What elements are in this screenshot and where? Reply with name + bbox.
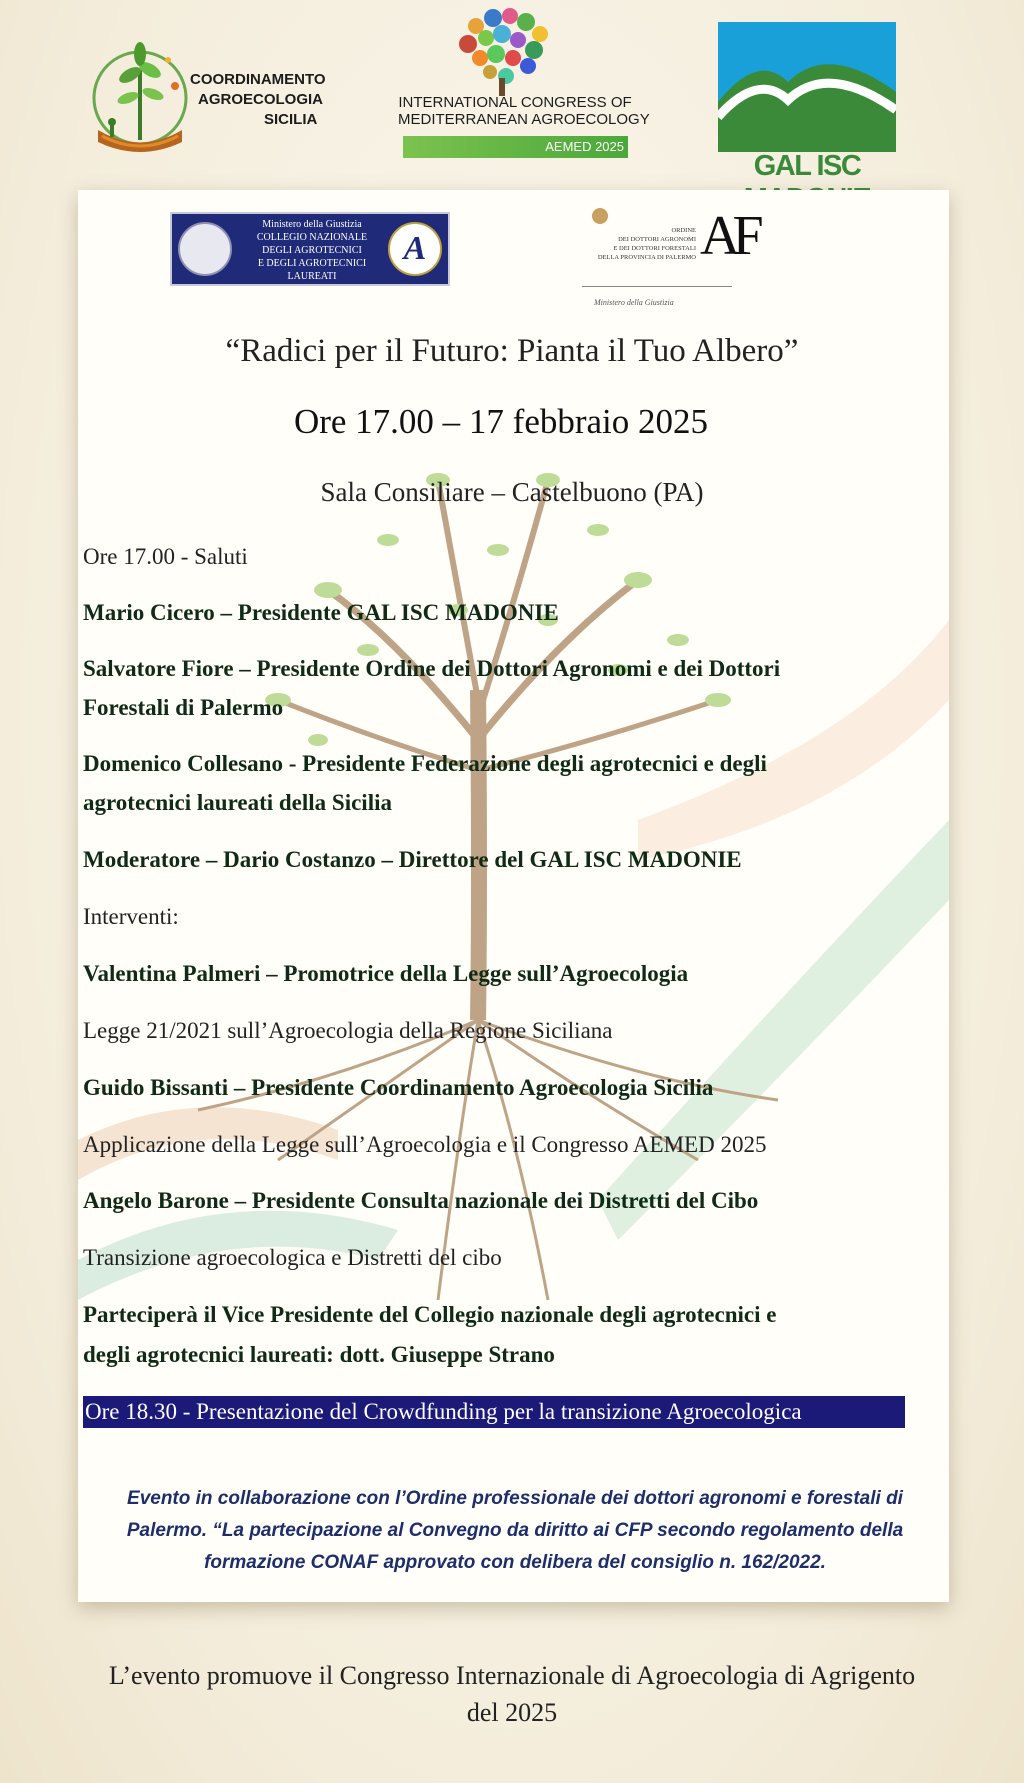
collegio-a-icon: A [388, 222, 442, 276]
footer-line1: L’evento promuove il Congresso Internazionale di Agroecologia di Agrigento [108, 1661, 916, 1690]
republic-star-icon [592, 208, 608, 224]
saluti-line: Ore 17.00 - Saluti [83, 544, 248, 569]
speaker-collesano-l1: Domenico Collesano - Presidente Federazione degli agrotecnici e degli [83, 751, 767, 776]
ordine-line2: DEI DOTTORI AGRONOMI [618, 236, 696, 243]
speaker-fiore-l2: Forestali di Palermo [83, 695, 284, 720]
colorful-tree-icon [398, 6, 632, 102]
ordine-line3: E DEI DOTTORI FORESTALI [613, 245, 696, 252]
congress-line2: MEDITERRANEAN AGROECOLOGY [398, 111, 650, 128]
interventi-heading: Interventi: [83, 904, 179, 929]
speaker-collesano-l2: agrotecnici laureati della Sicilia [83, 790, 392, 815]
ordine-subtitle: Ministero della Giustizia [594, 298, 674, 307]
vice-presidente-l2: degli agrotecnici laureati: dott. Giuseppe Strano [83, 1342, 555, 1367]
event-title: “Radici per il Futuro: Pianta il Tuo Albero” [225, 333, 799, 369]
coordinamento-logo [90, 30, 330, 160]
intervento-bissanti-topic: Applicazione della Legge sull’Agroecologia e il Congresso AEMED 2025 [83, 1132, 767, 1157]
collegio-line1: Ministero della Giustizia [262, 219, 362, 230]
ordine-agronomi-logo [578, 206, 758, 310]
collaboration-note [110, 1483, 920, 1579]
collegio-line4: E DEGLI AGROTECNICI LAUREATI [257, 258, 367, 282]
collegio-line3: DEGLI AGROTECNICI [262, 245, 362, 256]
collegio-line2: COLLEGIO NAZIONALE [256, 232, 368, 243]
congress-line1: INTERNATIONAL CONGRESS OF [398, 94, 632, 111]
intervento-palmeri: Valentina Palmeri – Promotrice della Legge sull’Agroecologia [83, 961, 689, 986]
republic-emblem-icon [178, 222, 232, 276]
event-date: Ore 17.00 – 17 febbraio 2025 [293, 402, 709, 441]
intervento-palmeri-topic: Legge 21/2021 sull’Agroecologia della Regione Siciliana [83, 1018, 613, 1043]
note-line1: Evento in collaborazione con l’Ordine professionale dei dottori agronomi e forestali di [127, 1488, 903, 1509]
gal-isc-madonie-logo [718, 22, 896, 186]
intervento-barone-topic: Transizione agroecologica e Distretti del cibo [83, 1245, 502, 1270]
agroecology-plant-icon [90, 30, 190, 160]
collegio-agrotecnici-logo [170, 212, 450, 286]
ordine-af-mark: AF [700, 205, 756, 267]
note-line3: formazione CONAF approvato con delibera del consiglio n. 162/2022. [204, 1552, 826, 1573]
congress-badge: AEMED 2025 [403, 136, 628, 158]
vice-presidente-l1: Parteciperà il Vice Presidente del Collegio nazionale degli agrotecnici e [83, 1302, 777, 1327]
crowdfunding-highlight: Ore 18.30 - Presentazione del Crowdfunding per la transizione Agroecologica [83, 1396, 905, 1428]
moderatore-line: Moderatore – Dario Costanzo – Direttore del GAL ISC MADONIE [83, 847, 742, 872]
intervento-barone: Angelo Barone – Presidente Consulta nazionale dei Distretti del Cibo [83, 1188, 759, 1213]
event-venue: Sala Consiliare – Castelbuono (PA) [320, 477, 704, 507]
gal-logo-text: GAL ISC [753, 150, 861, 182]
speaker-fiore-l1: Salvatore Fiore – Presidente Ordine dei Dottori Agronomi e dei Dottori [83, 656, 781, 681]
intervento-bissanti: Guido Bissanti – Presidente Coordinamento Agroecologia Sicilia [83, 1075, 714, 1100]
speaker-cicero: Mario Cicero – Presidente GAL ISC MADONIE [83, 600, 559, 625]
ordine-line1: ORDINE [671, 227, 696, 234]
note-line2: Palermo. “La partecipazione al Convegno da diritto ai CFP secondo regolamento della [126, 1520, 904, 1541]
coordinamento-line3: SICILIA [264, 111, 318, 128]
mountains-icon [718, 22, 896, 152]
footer-text [40, 1657, 984, 1731]
ordine-line4: DELLA PROVINCIA DI PALERMO [597, 254, 696, 261]
aemed-congress-logo [398, 6, 650, 178]
coordinamento-line1: COORDINAMENTO [190, 71, 326, 88]
coordinamento-line2: AGROECOLOGIA [198, 91, 324, 108]
footer-line2: del 2025 [466, 1698, 558, 1727]
